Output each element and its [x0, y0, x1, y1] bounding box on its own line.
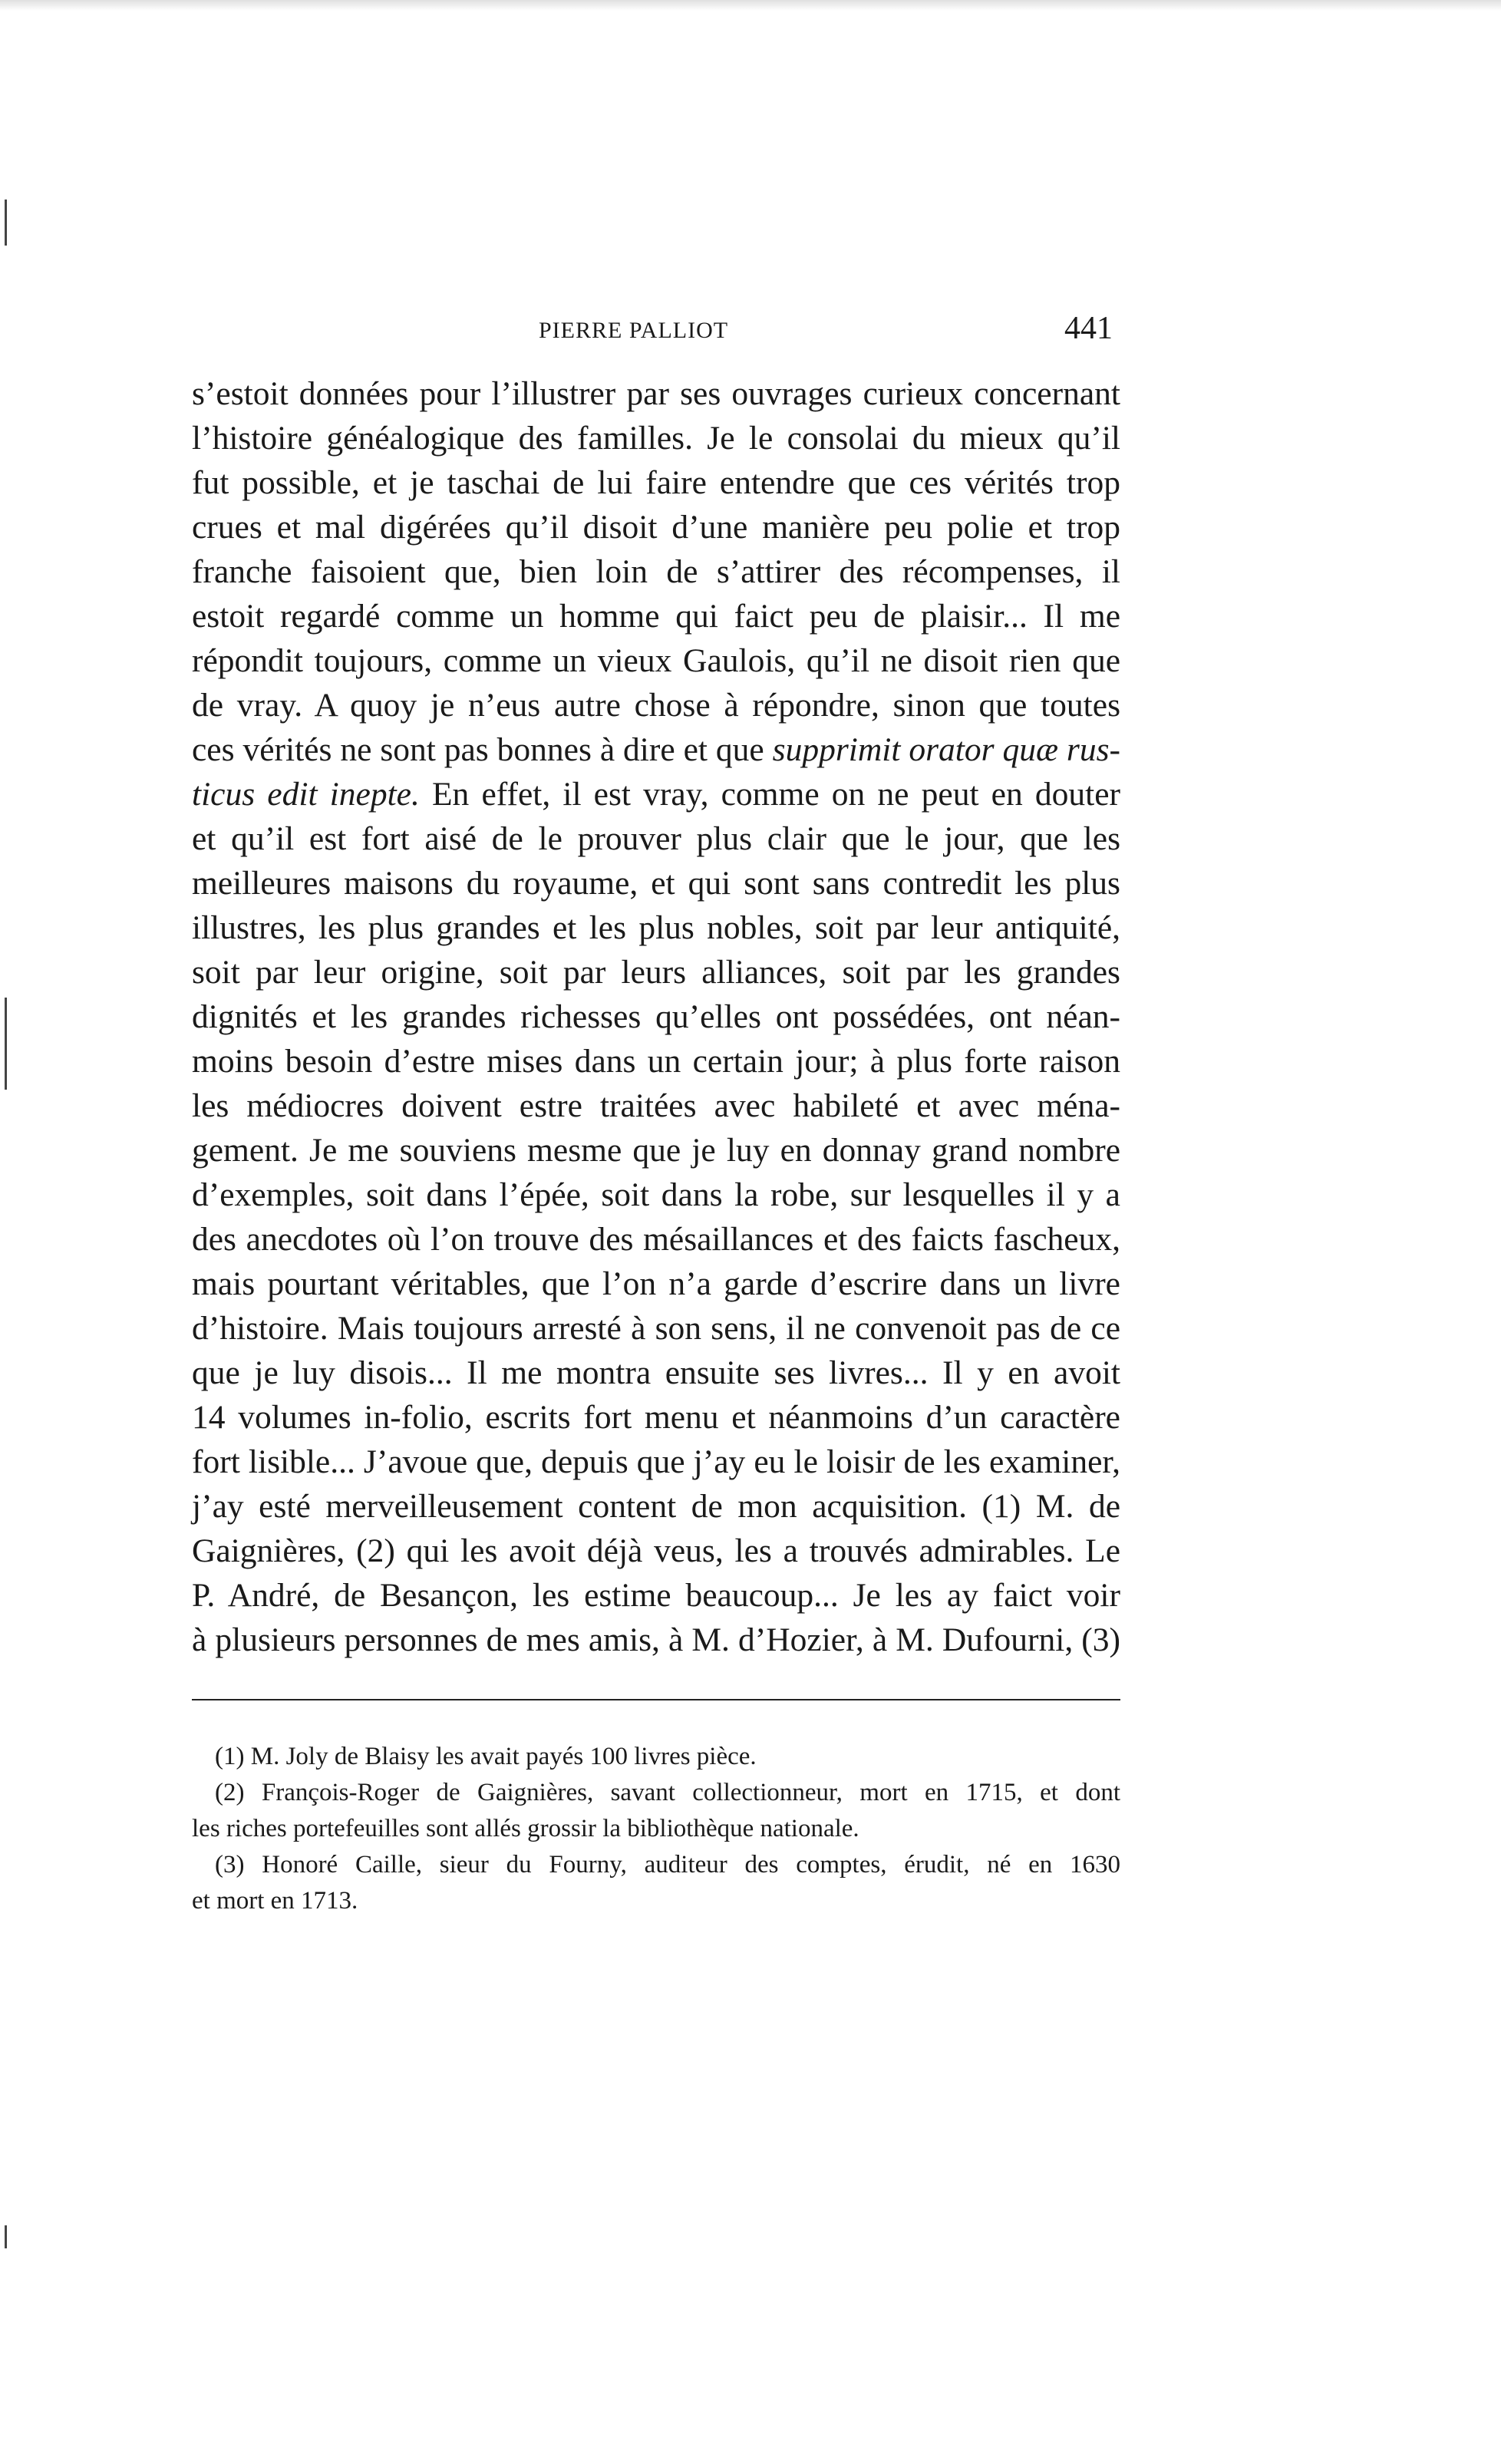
footnote-3: (3) Honoré Caille, sieur du Fourny, auditeur des comptes, érudit, né en 1630 [215, 1851, 1120, 1879]
text-line: P. André, de Besançon, les estime beaucoup... Je les ay faict voir [192, 1577, 1120, 1614]
scan-top-edge [0, 0, 1501, 11]
text-line: et qu’il est fort aisé de le prouver plus clair que le jour, que les [192, 820, 1120, 857]
text-line: que je luy disois... Il me montra ensuite ses livres... Il y en avoit [192, 1354, 1120, 1391]
running-header [192, 311, 1113, 361]
scan-margin-mark [5, 2225, 7, 2248]
footnotes [192, 1739, 1120, 1919]
text-line: fut possible, et je taschai de lui faire entendre que ces vérités trop [192, 464, 1120, 501]
scan-margin-mark [5, 200, 7, 246]
text-line: estoit regardé comme un homme qui faict peu de plaisir... Il me [192, 598, 1120, 635]
text-line: 14 volumes in-folio, escrits fort menu et néanmoins d’un caractère [192, 1399, 1120, 1436]
footnote-2: (2) François-Roger de Gaignières, savant collectionneur, mort en 1715, et dont [215, 1779, 1120, 1806]
text-line: crues et mal digérées qu’il disoit d’une manière peu polie et trop [192, 509, 1120, 546]
text-line: franche faisoient que, bien loin de s’attirer des récompenses, il [192, 553, 1120, 590]
footnote-separator [192, 1699, 1120, 1700]
text-line: des anecdotes où l’on trouve des mésaillances et des faicts fascheux, [192, 1221, 1120, 1258]
latin-quotation: ticus edit inepte. [192, 776, 420, 813]
footnote-1: (1) M. Joly de Blaisy les avait payés 100 livres pièce. [215, 1743, 757, 1770]
text-line: illustres, les plus grandes et les plus nobles, soit par leur antiquité, [192, 909, 1120, 946]
text-segment: ces vérités ne sont pas bonnes à dire et que [192, 731, 773, 768]
text-line: moins besoin d’estre mises dans un certain jour; à plus forte raison [192, 1043, 1120, 1080]
text-line: de vray. A quoy je n’eus autre chose à répondre, sinon que toutes [192, 687, 1120, 724]
text-line: soit par leur origine, soit par leurs alliances, soit par les grandes [192, 954, 1120, 991]
text-line: d’exemples, soit dans l’épée, soit dans la robe, sur lesquelles il y a [192, 1176, 1120, 1213]
footnote-2-continuation: les riches portefeuilles sont allés grossir la bibliothèque nationale. [192, 1815, 859, 1842]
latin-quotation: supprimit orator quæ rus- [772, 731, 1120, 768]
text-line-with-latin [192, 772, 1120, 816]
page-number: 441 [1064, 311, 1113, 346]
text-line: gement. Je me souviens mesme que je luy en donnay grand nombre [192, 1132, 1120, 1169]
text-line: l’histoire généalogique des familles. Je le consolai du mieux qu’il [192, 420, 1120, 457]
running-title: PIERRE PALLIOT [539, 318, 729, 343]
footnote-3-continuation: et mort en 1713. [192, 1887, 358, 1915]
text-line: à plusieurs personnes de mes amis, à M. d’Hozier, à M. Dufourni, (3) [192, 1621, 1120, 1658]
body-text [192, 371, 1120, 1662]
text-line: meilleures maisons du royaume, et qui sont sans contredit les plus [192, 865, 1120, 902]
text-line: d’histoire. Mais toujours arresté à son sens, il ne convenoit pas de ce [192, 1310, 1120, 1347]
scan-margin-mark [5, 998, 7, 1090]
text-line-with-latin [192, 727, 1120, 772]
text-line: Gaignières, (2) qui les avoit déjà veus, les a trouvés admirables. Le [192, 1532, 1120, 1569]
text-line: dignités et les grandes richesses qu’elles ont possédées, ont néan- [192, 998, 1120, 1035]
text-line: mais pourtant véritables, que l’on n’a garde d’escrire dans un livre [192, 1265, 1120, 1302]
text-segment: En effet, il est vray, comme on ne peut en douter [419, 776, 1120, 813]
text-line: fort lisible... J’avoue que, depuis que j’ay eu le loisir de les examiner, [192, 1443, 1120, 1480]
text-line: s’estoit données pour l’illustrer par ses ouvrages curieux concernant [192, 375, 1120, 412]
text-line: répondit toujours, comme un vieux Gaulois, qu’il ne disoit rien que [192, 642, 1120, 679]
text-line: j’ay esté merveilleusement content de mon acquisition. (1) M. de [192, 1488, 1120, 1525]
text-line: les médiocres doivent estre traitées avec habileté et avec ména- [192, 1087, 1120, 1124]
